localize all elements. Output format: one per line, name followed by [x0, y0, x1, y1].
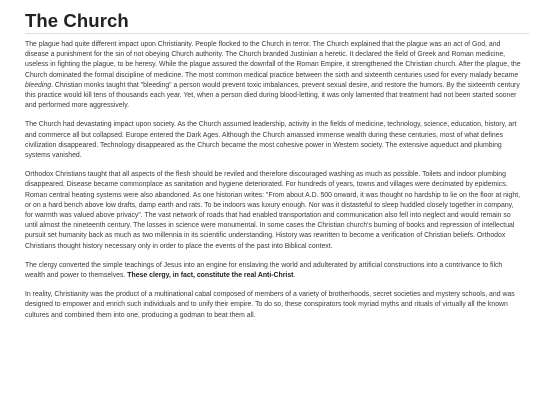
anti-christ-statement: These clergy, in fact, constitute the real Anti-Christ: [127, 272, 294, 280]
article-body: [25, 40, 523, 330]
paragraph-orthodox: Orthodox Christians taught that all aspects of the flesh should be reviled and therefore discouraged washing as much as possible. Toilets and indoor plumbing disappeared. Disease became commonplace as sanitation and hygiene deteriorated. For hundreds of years, towns and villages were decimated by epidemics. Roman central heating systems were also abandoned. As one historian writes: "From about A.D. 500 onward, it was thought no hardship to lie on the floor at night, or on a hard bench above low drafts, damp earth and rats. To be indoors was luxury enough. Nor was it distasteful to sleep huddled closely together in company, for warmth was valued above privacy". The vast network of roads that had enabled transportation and communication also fell into neglect and would remain so until almost the nineteenth century. The losses in science were monumental. In some cases the Christian church's burning of books and repression of intellectual pursuit set humanity back as much as two millennia in its scientific understanding. History was rewritten to become a verification of Christian beliefs. Orthodox Christians thought history necessary only in order to place the events of the past into Biblical context.: [25, 171, 521, 250]
paragraph-plague-text-b: . Christian monks taught that "bleeding" a person would prevent toxic imbalances, prevent sexual desire, and restore the humors. By the sixteenth century this practice would kill tens of thousands each year. Yet, when a person died during blood-letting, it was only lamented that treatment had not been started sooner and performed more aggressively.: [25, 81, 520, 110]
paragraph-society: The Church had devastating impact upon society. As the Church assumed leadership, activity in the fields of medicine, technology, science, education, history, art and commerce all but collapsed. Europe entered the Dark Ages. Although the Church amassed immense wealth during these centuries, most of what defines civilization disappeared. Technology disappeared as the Church became the most cohesive power in Western society. The extensive aqueduct and plumbing systems vanished.: [25, 121, 517, 160]
page-title: The Church: [25, 10, 129, 31]
bleeding-emphasis: bleeding: [25, 81, 52, 89]
paragraph-clergy-text-a: The clergy converted the simple teachings of Jesus into an engine for enslaving the world and adulterated by artificial constructions into a contrivance to filch wealth and power to themselves.: [25, 261, 503, 280]
paragraph-clergy-text-b: .: [293, 272, 296, 280]
paragraph-reality: In reality, Christianity was the product of a multinational cabal composed of members of a variety of brotherhoods, secret societies and mystery schools, and was designed to empower and enrich such individuals and to unify their empire. To do so, these conspirators took myriad myths and rituals of virtually all the known cultures and combined them into one, producing a godman to beat them all.: [25, 291, 515, 319]
paragraph-plague: [25, 40, 523, 111]
paragraph-clergy: [25, 261, 523, 281]
paragraph-plague-text-a: The plague had quite different impact upon Christianity. People flocked to the Church in terror. The Church explained that the plague was an act of God, and disease a punishment for the sin of not obeying Church authority. The Church branded Justinian a heretic. It declared the field of Greek and Roman medicine, useless in fighting the plague, to be heresy. While the plague assured the downfall of the Roman Empire, it strengthened the Christian church. After the plague, the Church dominated the formal discipline of medicine. The most common medical practice between the sixth and sixteenth centuries used for every malady became: [25, 41, 521, 79]
title-divider: [25, 33, 529, 34]
